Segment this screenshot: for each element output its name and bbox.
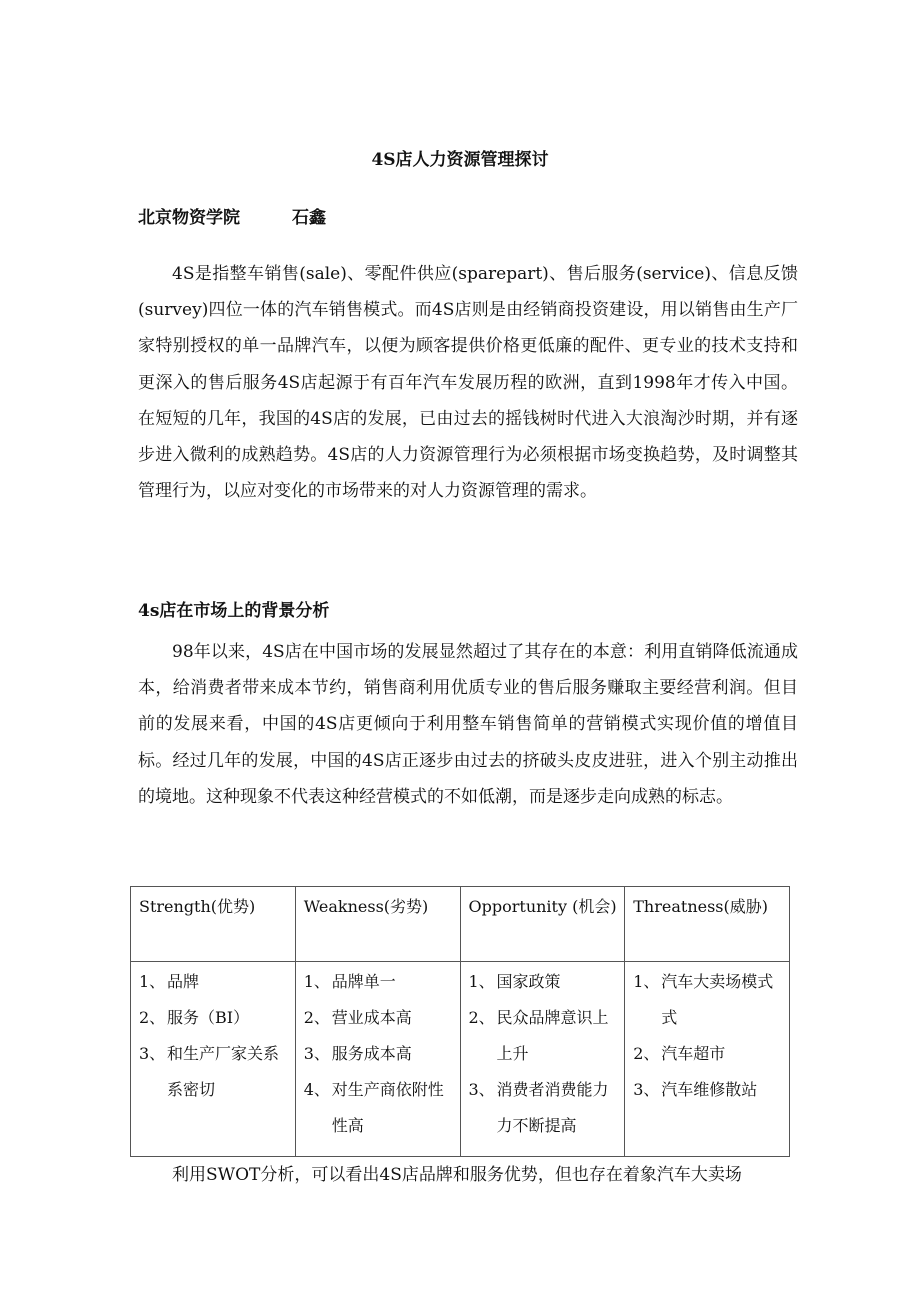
swot-item-number: 2、 <box>468 1008 495 1027</box>
swot-item-number: 4、 <box>303 1080 330 1099</box>
swot-item-number: 3、 <box>633 1080 660 1099</box>
swot-table <box>130 886 790 1157</box>
swot-item-text: 对生产商依附性性高 <box>331 1080 444 1135</box>
swot-list-item <box>469 1072 625 1144</box>
swot-list-item <box>304 1072 460 1144</box>
swot-item-number: 1、 <box>139 972 166 991</box>
swot-item-number: 1、 <box>633 972 660 991</box>
swot-list-item <box>469 1000 625 1072</box>
intro-paragraph <box>138 256 798 509</box>
swot-body-row <box>131 962 790 1157</box>
section-paragraph <box>138 634 798 815</box>
swot-header-row <box>131 887 790 962</box>
swot-cell-strength <box>131 962 296 1157</box>
swot-list-item <box>139 1000 295 1036</box>
swot-header-opportunity: Opportunity (机会) <box>460 887 625 962</box>
swot-item-text: 营业成本高 <box>331 1008 412 1027</box>
swot-item-number: 3、 <box>139 1044 166 1063</box>
swot-cell-weakness <box>295 962 460 1157</box>
author-institution: 北京物资学院 <box>138 208 240 228</box>
swot-item-number: 2、 <box>303 1008 330 1027</box>
intro-paragraph-text: 4S是指整车销售(sale)、零配件供应(sparepart)、售后服务(service)、信息反馈(survey)四位一体的汽车销售模式。而4S店则是由经销商投资建设，用以销售由生产厂家特别授权的单一品牌汽车，以便为顾客提供价格更低廉的配件、更专业的技术支持和更深入的售后服务4S店起源于有百年汽车发展历程的欧洲，直到1998年才传入中国。在短短的几年，我国的4S店的发展，已由过去的摇钱树时代进入大浪淘沙时期，并有逐步进入微利的成熟趋势。4S店的人力资源管理行为必须根据市场变换趋势，及时调整其管理行为，以应对变化的市场带来的对人力资源管理的需求。 <box>138 264 798 502</box>
tail-paragraph-text: 利用SWOT分析，可以看出4S店品牌和服务优势，但也存在着象汽车大卖场 <box>172 1165 742 1185</box>
swot-item-text: 品牌 <box>167 972 200 991</box>
swot-list-item <box>139 1036 295 1108</box>
swot-item-number: 1、 <box>468 972 495 991</box>
swot-list-item <box>469 964 625 1000</box>
swot-item-text: 汽车大卖场模式式 <box>661 972 774 1027</box>
swot-item-text: 民众品牌意识上上升 <box>496 1008 609 1063</box>
swot-item-number: 2、 <box>139 1008 166 1027</box>
swot-cell-opportunity <box>460 962 625 1157</box>
swot-item-number: 1、 <box>303 972 330 991</box>
swot-item-text: 汽车维修散站 <box>661 1080 758 1099</box>
swot-list-item <box>633 1036 789 1072</box>
swot-header-weakness: Weakness(劣势) <box>295 887 460 962</box>
author-line <box>138 203 326 228</box>
swot-item-text: 汽车超市 <box>661 1044 726 1063</box>
swot-list-item <box>633 1072 789 1108</box>
swot-cell-threat <box>625 962 790 1157</box>
swot-item-text: 消费者消费能力力不断提高 <box>496 1080 609 1135</box>
swot-list-item <box>139 964 295 1000</box>
swot-item-text: 国家政策 <box>496 972 561 991</box>
swot-item-number: 3、 <box>468 1080 495 1099</box>
swot-item-text: 和生产厂家关系系密切 <box>167 1044 280 1099</box>
tail-paragraph <box>138 1157 798 1193</box>
swot-item-number: 3、 <box>303 1044 330 1063</box>
swot-list-item <box>633 964 789 1036</box>
swot-header-threat: Threatness(威胁) <box>625 887 790 962</box>
section-paragraph-text: 98年以来，4S店在中国市场的发展显然超过了其存在的本意：利用直销降低流通成本，给消费者带来成本节约，销售商利用优质专业的售后服务赚取主要经营利润。但目前的发展来看，中国的4S店更倾向于利用整车销售简单的营销模式实现价值的增值目标。经过几年的发展，中国的4S店正逐步由过去的挤破头皮皮进驻，进入个别主动推出的境地。这种现象不代表这种经营模式的不如低潮，而是逐步走向成熟的标志。 <box>138 642 798 807</box>
swot-list-item <box>304 964 460 1000</box>
swot-item-text: 品牌单一 <box>331 972 396 991</box>
swot-list-item <box>304 1036 460 1072</box>
section-heading: 4s店在市场上的背景分析 <box>138 601 330 621</box>
swot-list-item <box>304 1000 460 1036</box>
swot-item-number: 2、 <box>633 1044 660 1063</box>
swot-header-strength: Strength(优势) <box>131 887 296 962</box>
document-title: 4S店人力资源管理探讨 <box>371 150 549 170</box>
author-name: 石鑫 <box>292 208 326 228</box>
swot-item-text: 服务（BI） <box>167 1008 250 1027</box>
swot-item-text: 服务成本高 <box>331 1044 412 1063</box>
